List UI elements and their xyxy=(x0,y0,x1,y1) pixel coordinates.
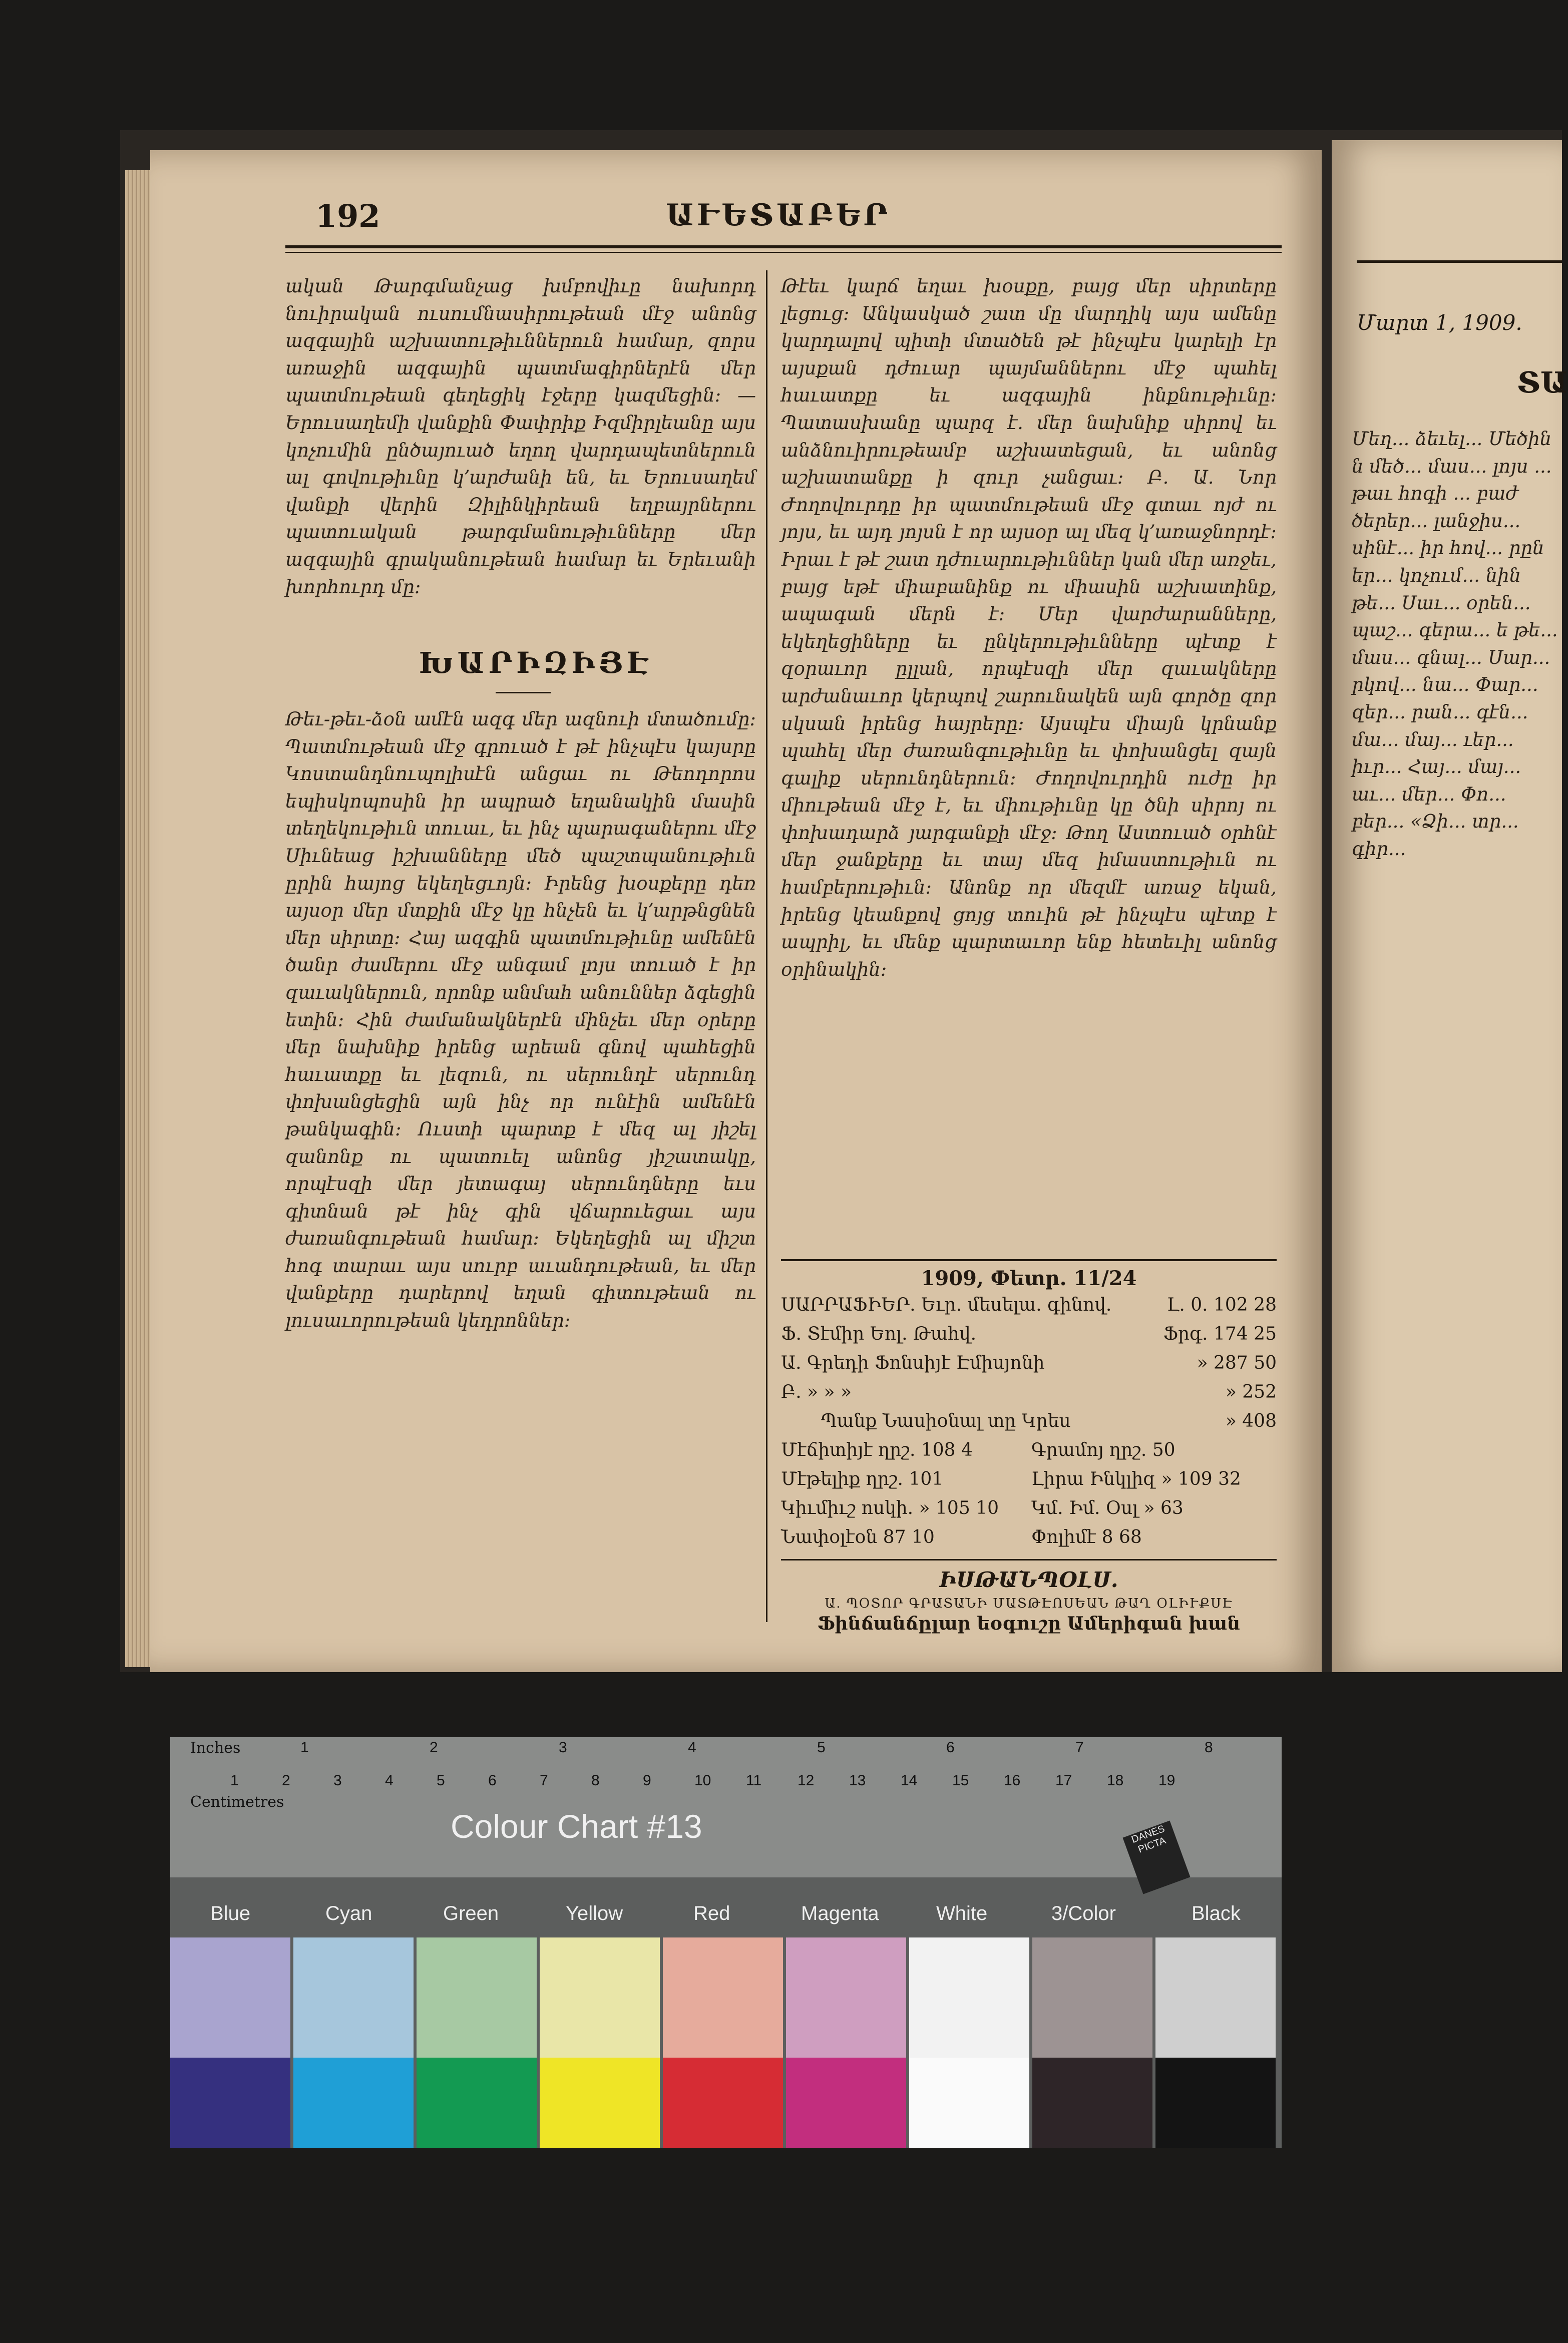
cm-tick-label: 4 xyxy=(385,1772,394,1789)
swatch-dark xyxy=(417,2058,537,2148)
inch-tick-label: 7 xyxy=(1075,1739,1084,1756)
swatch-dark xyxy=(293,2058,414,2148)
swatch-dark xyxy=(909,2058,1029,2148)
swatch-light xyxy=(293,1937,414,2058)
column-1-bottom xyxy=(285,706,756,1612)
paragraph: Թէեւ կարճ եղաւ խօսքը, բայց մեր սիրտերը լեցուց։ Անկասկած շատ մը մարդիկ այս ամենը կարդալով պիտի մտածեն թէ ինչպէս կարելի էր այսքան դժուար պայմաններու մէջ պահել հաւատքը եւ ազգային ինքնութիւնը։ Պատասխանը պարզ է. մեր նախնիք սիրով եւ անձնուիրութեամբ աշխատեցան, եւ անոնց աշխատանքը ի զուր չանցաւ։ Բ. Ա. Նոր Ժողովուրդը իր պատմութեան մէջ գտաւ ոյժ ու յոյս, եւ այդ յոյսն է որ այսօր ալ մեզ կ՚առաջնորդէ։ Իրաւ է թէ շատ դժուարութիւններ կան մեր առջեւ, բայց եթէ միաբանինք ու միասին աշխատինք, ապագան մերն է։ Մեր վարժարանները, եկեղեցիները եւ ընկերութիւնները պէտք է զօրաւոր ըլլան, որպէսզի մեր զաւակները արժանաւոր կերպով շարունակեն այն գործը զոր սկսան իրենց հայրերը։ Այսպէս միայն կրնանք պահել մեր ժառանգութիւնը եւ փոխանցել զայն գալիք սերունդներուն։ Ժողովուրդին ուժը իր միութեան մէջ է, եւ միութիւնը կը ծնի սիրոյ ու փոխադարձ յարգանքի մէջ։ Թող Աստուած օրհնէ մեր ջանքերը եւ տայ մեզ իմաստութիւն ու համբերութիւն։ Անոնք որ մեզմէ առաջ եկան, իրենց կեանքով ցոյց տուին թէ ինչպէս պէտք է ապրիլ, եւ մենք պարտաւոր ենք հետեւիլ անոնց օրինակին։ xyxy=(781,275,1277,980)
swatch-dark xyxy=(1032,2058,1152,2148)
page-number: 192 xyxy=(315,198,380,234)
row-label: Կիւմիւշ ոսկի. » 105 10 xyxy=(781,1498,999,1518)
row-value: Փոլիմէ 8 68 xyxy=(1031,1527,1142,1547)
swatch-light xyxy=(909,1937,1029,2058)
row-value: Կմ. Իմ. Օսլ » 63 xyxy=(1031,1498,1184,1518)
inch-tick-label: 6 xyxy=(946,1739,955,1756)
right-page-heading: ՏԱ xyxy=(1517,365,1568,400)
swatch-label: White xyxy=(936,1902,988,1924)
cm-tick-label: 2 xyxy=(282,1772,290,1789)
inch-tick-label: 1 xyxy=(300,1739,309,1756)
swatch-light xyxy=(170,1937,290,2058)
cm-tick-label: 9 xyxy=(643,1772,651,1789)
cm-tick-label: 19 xyxy=(1158,1772,1175,1789)
inch-tick-label: 8 xyxy=(1205,1739,1213,1756)
table-row xyxy=(781,1438,1277,1467)
header-rule xyxy=(285,245,1282,248)
running-title: ԱՒԵՏԱԲԵՐ xyxy=(666,198,891,233)
imprint-address: Ֆինճանճըլար եօգուշը Ամերիգան խան xyxy=(817,1613,1241,1634)
table-row xyxy=(781,1525,1277,1554)
swatch-labels xyxy=(170,1902,1282,1932)
exchange-table xyxy=(781,1267,1277,1634)
swatch-dark xyxy=(170,2058,290,2148)
cm-tick-label: 1 xyxy=(230,1772,239,1789)
chart-title: Colour Chart #13 xyxy=(451,1808,702,1845)
exchange-rule-top xyxy=(781,1259,1277,1261)
column-1-top xyxy=(285,273,756,633)
row-label: Նափօլէօն 87 10 xyxy=(781,1527,935,1547)
swatch-dark xyxy=(540,2058,660,2148)
inch-tick-label: 5 xyxy=(817,1739,826,1756)
right-header-rule xyxy=(1357,260,1562,263)
cm-tick-label: 14 xyxy=(901,1772,918,1789)
swatch-label: Blue xyxy=(210,1902,251,1924)
row-label: ՍԱՐՐԱՖԻԵՐ. Եւր. մեսելա. գինով. xyxy=(781,1295,1112,1315)
exchange-title: 1909, Փետր. 11/24 xyxy=(921,1267,1137,1290)
row-value: » 287 50 xyxy=(1197,1353,1277,1373)
row-label: Մէճիտիյէ ղրշ. 108 4 xyxy=(781,1440,973,1460)
ruler xyxy=(170,1737,1282,1877)
brand-logo: DANES PICTA xyxy=(1122,1821,1190,1894)
swatch-dark xyxy=(786,2058,906,2148)
ruler-cm-label: Centimetres xyxy=(190,1793,284,1811)
swatch-label: Cyan xyxy=(325,1902,372,1924)
cm-tick-label: 15 xyxy=(952,1772,969,1789)
inch-tick-label: 4 xyxy=(688,1739,696,1756)
swatch-label: Red xyxy=(693,1902,730,1924)
table-row xyxy=(781,1322,1277,1351)
swatch-light xyxy=(417,1937,537,2058)
swatch-light xyxy=(540,1937,660,2058)
row-value: Գրամոյ ղրշ. 50 xyxy=(1031,1440,1175,1460)
ruler-inches-label: Inches xyxy=(190,1739,241,1757)
swatch-label: Magenta xyxy=(801,1902,879,1924)
row-label: Ֆ. Տէմիր Եոլ. Թահվ. xyxy=(781,1324,977,1344)
cm-tick-label: 13 xyxy=(849,1772,866,1789)
right-page-text: Մեղ... ձեւել... Մեծին ն մեծ... մաս... լոյս ... թաւ հոգի ... բաժ ծերեր... լանջիս... սինէ... իր հով... րըն եր... կոչում... նին թե... Սաւ... օրեն... պաշ... գերա... ե թե... մաս... գնալ... Սար... րկով... նա... Փար... զեր... րան... գէն... մա... մայ... ւեր... իւր... Հայ... մայ... աւ... մեր... Փո... բեր... «Ձի... տր... գիր... xyxy=(1352,428,1558,860)
row-label: Ա. Գրեդի Ֆոնսիյէ Էմիսյոնի xyxy=(781,1353,1045,1373)
table-row xyxy=(781,1467,1277,1496)
colour-chart xyxy=(170,1737,1282,2148)
swatch-label: 3/Color xyxy=(1051,1902,1116,1924)
right-page-date: Մարտ 1, 1909. xyxy=(1357,310,1522,335)
cm-tick-label: 10 xyxy=(694,1772,711,1789)
swatch-dark xyxy=(1155,2058,1276,2148)
imprint-city: ԻՍԹԱՆՊՕԼՍ. xyxy=(939,1568,1118,1592)
imprint-printer: Ա. ՊՕՏՈՐ ԳՐԱՏԱՆԻ ՄԱՏԹԷՈՍԵԱՆ ԹԱՂ ՕԼԻՒՔՍԷ xyxy=(825,1596,1233,1611)
paragraph: Թեւ-թեւ-ձօն ամէն ազգ մեր ազնուի մտածումը։ Պատմութեան մէջ գրուած է թէ ինչպէս կայսրը Կոստանդնուպոլիսէն անցաւ ու Թեոդորոս եպիսկոպոսին իր ապրած եղանակին մասին տեղեկութիւն տուաւ, եւ ինչ պարագաներու մէջ Սիւնեաց իշխանները մեծ պաշտպանութիւն ըրին հայոց եկեղեցւոյն։ Իրենց խօսքերը դեռ այսօր մեր մտքին մէջ կը հնչեն եւ կ՚արթնցնեն մեր սիրտը։ Հայ ազգին պատմութիւնը ամենէն ծանր ժամերու մէջ անգամ լոյս տուած է իր զաւակներուն, որոնք անմահ անուններ ձգեցին ետին։ Հին ժամանակներէն մինչեւ մեր օրերը մեր նախնիք իրենց արեան գնով պահեցին հաւատքը եւ լեզուն, ու սերունդէ սերունդ փոխանցեցին այն ինչ որ ունէին ամենէն թանկագին։ Ուստի պարտք է մեզ ալ յիշել զանոնք ու պատուել անոնց յիշատակը, որպէսզի մեր յետագայ սերունդները եւս գիտնան թէ ինչ գին վճարուեցաւ այս ժառանգութեան համար։ Եկեղեցին ալ միշտ հոգ տարաւ այս սուրբ աւանդութեան, եւ մեր վանքերը դարերով եղան գիտութեան ու լուսաւորութեան կեդրոններ։ xyxy=(285,708,756,1332)
swatch-light xyxy=(663,1937,783,2058)
cm-tick-label: 17 xyxy=(1055,1772,1072,1789)
cm-tick-label: 12 xyxy=(798,1772,815,1789)
cm-tick-label: 8 xyxy=(591,1772,600,1789)
page-header xyxy=(285,198,1282,243)
row-value: Լիրա Ինկլիզ » 109 32 xyxy=(1031,1469,1241,1489)
heading-underline xyxy=(496,692,551,693)
column-2 xyxy=(781,273,1277,1249)
swatch-label: Yellow xyxy=(566,1902,623,1924)
cm-tick-label: 11 xyxy=(746,1772,762,1789)
row-label: Պանք Նասիօնալ տը Կրես xyxy=(821,1411,1071,1431)
inch-tick-label: 3 xyxy=(559,1739,567,1756)
cm-tick-label: 7 xyxy=(540,1772,548,1789)
row-value: » 408 xyxy=(1225,1411,1277,1431)
row-value: » 252 xyxy=(1225,1382,1277,1402)
swatch-label: Black xyxy=(1192,1902,1241,1924)
cm-tick-label: 18 xyxy=(1107,1772,1124,1789)
table-row xyxy=(781,1351,1277,1380)
inch-tick-label: 2 xyxy=(430,1739,438,1756)
cm-tick-label: 16 xyxy=(1004,1772,1021,1789)
exchange-rule-bottom xyxy=(781,1559,1277,1560)
row-value: Ֆրգ. 174 25 xyxy=(1163,1324,1277,1344)
table-row xyxy=(781,1293,1277,1322)
table-row xyxy=(781,1380,1277,1409)
row-value: Լ. 0. 102 28 xyxy=(1166,1295,1277,1315)
paragraph: ական Թարգմանչաց խմբովիւը նախորդ նուիրական ուսումնասիրութեան մէջ անոնց ազգային աշխատութիւններուն համար, զորս առաջին ազգային պատմագիրներէն մեր պատմութեան գեղեցիկ էջերը կազմեցին։ — Երուսաղեմի վանքին Փափրիք Իզմիրլեանը այս կոչումին ընծայուած եղող վարդապետներուն ալ գովութիւնը կ՚արժանի են, եւ Երուսաղեմ վանքի վերին Զիլինկիրեան եղբայրներու պատուական թարգմանութիւնները մեր ազգային գրականութեան համար եւ Երեւանի խորհուրդ մը։ xyxy=(285,275,756,598)
swatch-light xyxy=(1155,1937,1276,2058)
column-divider xyxy=(766,270,767,1622)
swatch-dark xyxy=(663,2058,783,2148)
table-row xyxy=(781,1496,1277,1525)
cm-tick-label: 6 xyxy=(488,1772,497,1789)
table-row xyxy=(781,1409,1277,1438)
cm-tick-label: 5 xyxy=(437,1772,445,1789)
header-rule-thin xyxy=(285,252,1282,253)
swatch-light xyxy=(786,1937,906,2058)
cm-tick-label: 3 xyxy=(333,1772,342,1789)
row-label: Մէթելիք ղրշ. 101 xyxy=(781,1469,944,1489)
section-heading: ԽԱՐԻԶԻՅԷ xyxy=(419,646,653,680)
row-label: Բ. » » » xyxy=(781,1382,852,1402)
swatch-label: Green xyxy=(443,1902,499,1924)
swatch-light xyxy=(1032,1937,1152,2058)
